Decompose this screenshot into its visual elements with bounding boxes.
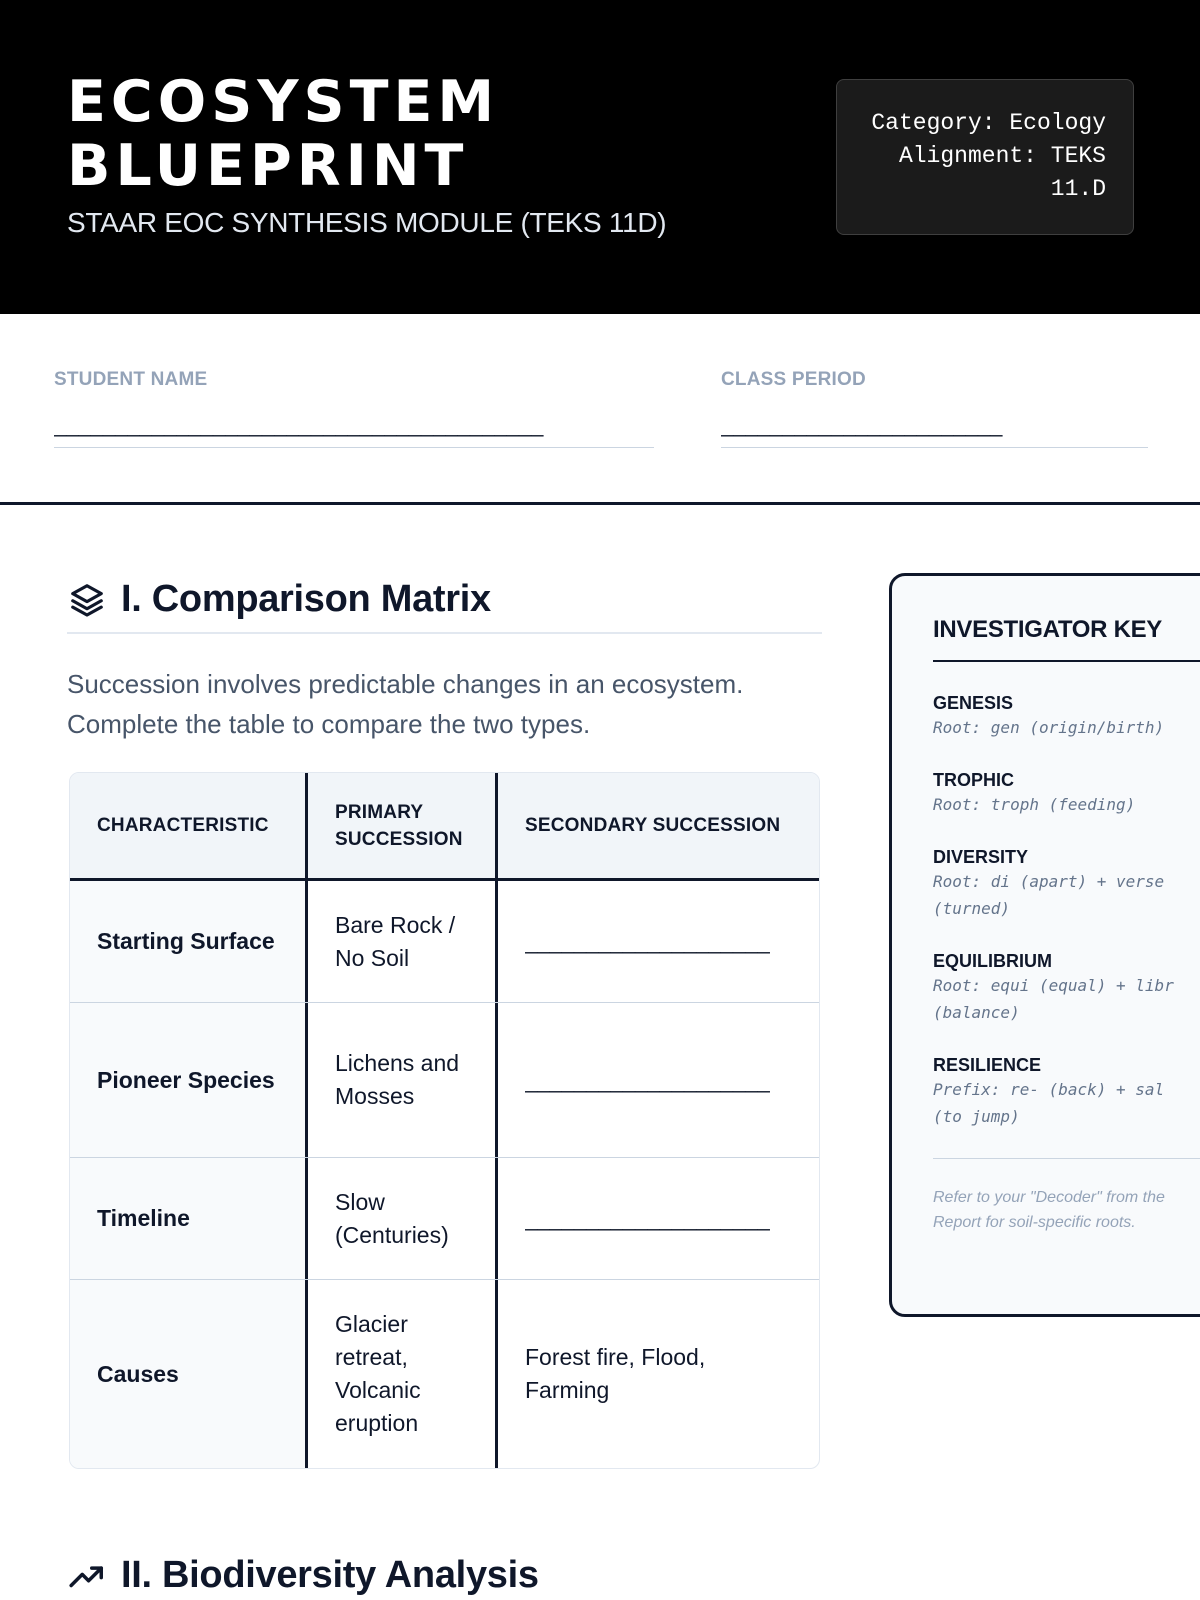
table-row bbox=[70, 1003, 819, 1158]
section-1-rule bbox=[67, 632, 822, 634]
key-note: Refer to your "Decoder" from the Report for soil-specific roots. bbox=[933, 1189, 1165, 1231]
row-secondary-blank[interactable]: ____________________ bbox=[525, 1206, 770, 1231]
layers-icon bbox=[67, 580, 107, 620]
class-period-field[interactable]: _______________________ bbox=[721, 412, 1003, 437]
key-item bbox=[933, 1054, 1200, 1130]
row-characteristic: Timeline bbox=[70, 1158, 308, 1279]
row-characteristic: Causes bbox=[70, 1280, 308, 1468]
row-secondary: Forest fire, Flood, Farming bbox=[525, 1344, 706, 1403]
key-term: DIVERSITY bbox=[933, 847, 1029, 867]
meta-box bbox=[836, 79, 1134, 235]
key-root: Root: troph (feeding) bbox=[933, 795, 1136, 814]
trend-up-icon bbox=[67, 1556, 107, 1596]
row-secondary-cell bbox=[498, 1158, 819, 1279]
key-item bbox=[933, 692, 1200, 741]
section-1-intro: Succession involves predictable changes in an ecosystem. Complete the table to compare the two types. bbox=[67, 669, 744, 739]
key-term: RESILIENCE bbox=[933, 1055, 1042, 1075]
page-title: ECOSYSTEM BLUEPRINT bbox=[67, 69, 500, 199]
row-characteristic: Starting Surface bbox=[70, 881, 308, 1002]
student-name-field[interactable]: ________________________________________ bbox=[54, 412, 544, 437]
section-divider bbox=[0, 502, 1200, 505]
table-header-row bbox=[70, 773, 819, 881]
meta-category: Category: Ecology bbox=[871, 110, 1106, 136]
page-subtitle: STAAR EOC SYNTHESIS MODULE (TEKS 11D) bbox=[67, 207, 667, 238]
table-row bbox=[70, 1280, 819, 1468]
section-1-title: I. Comparison Matrix bbox=[121, 578, 491, 620]
row-secondary-blank[interactable]: ____________________ bbox=[525, 1067, 770, 1093]
row-primary: Glacier retreat, Volcanic eruption bbox=[308, 1280, 498, 1468]
key-title: INVESTIGATOR KEY bbox=[933, 616, 1163, 643]
key-root: Root: gen (origin/birth) bbox=[933, 718, 1165, 737]
key-root: Prefix: re- (back) + sal (to jump) bbox=[933, 1080, 1165, 1126]
student-name-label: STUDENT NAME bbox=[54, 369, 208, 390]
key-root: Root: equi (equal) + libr (balance) bbox=[933, 976, 1174, 1022]
row-primary: Bare Rock / No Soil bbox=[308, 881, 498, 1002]
key-term: GENESIS bbox=[933, 693, 1014, 713]
header-primary: PRIMARY SUCCESSION bbox=[308, 773, 498, 878]
section-2-heading bbox=[67, 1554, 539, 1597]
comparison-matrix bbox=[69, 772, 820, 1469]
row-secondary-cell bbox=[498, 1003, 819, 1157]
investigator-key-panel bbox=[889, 573, 1200, 1317]
key-item bbox=[933, 950, 1200, 1026]
key-term: TROPHIC bbox=[933, 770, 1014, 790]
class-period-label: CLASS PERIOD bbox=[721, 369, 866, 390]
student-name-underline bbox=[54, 447, 654, 448]
row-characteristic: Pioneer Species bbox=[70, 1003, 308, 1157]
key-root: Root: di (apart) + verse (turned) bbox=[933, 872, 1165, 918]
header-characteristic: CHARACTERISTIC bbox=[70, 773, 308, 878]
table-row bbox=[70, 1158, 819, 1280]
section-2-title: II. Biodiversity Analysis bbox=[121, 1554, 539, 1596]
key-list bbox=[933, 692, 1200, 1130]
row-primary: Slow (Centuries) bbox=[308, 1158, 498, 1279]
section-1-heading bbox=[67, 578, 491, 621]
row-secondary-cell bbox=[498, 881, 819, 1002]
header-secondary: SECONDARY SUCCESSION bbox=[498, 773, 819, 878]
key-item bbox=[933, 769, 1200, 818]
key-term: EQUILIBRIUM bbox=[933, 951, 1052, 971]
table-row bbox=[70, 881, 819, 1003]
key-item bbox=[933, 846, 1200, 922]
row-secondary-blank[interactable]: ____________________ bbox=[525, 929, 770, 954]
key-title-rule bbox=[933, 660, 1200, 662]
class-period-underline bbox=[721, 447, 1148, 448]
key-separator bbox=[933, 1158, 1200, 1159]
row-primary: Lichens and Mosses bbox=[308, 1003, 498, 1157]
meta-alignment: Alignment: TEKS 11.D bbox=[898, 143, 1106, 202]
page-header bbox=[0, 0, 1200, 314]
